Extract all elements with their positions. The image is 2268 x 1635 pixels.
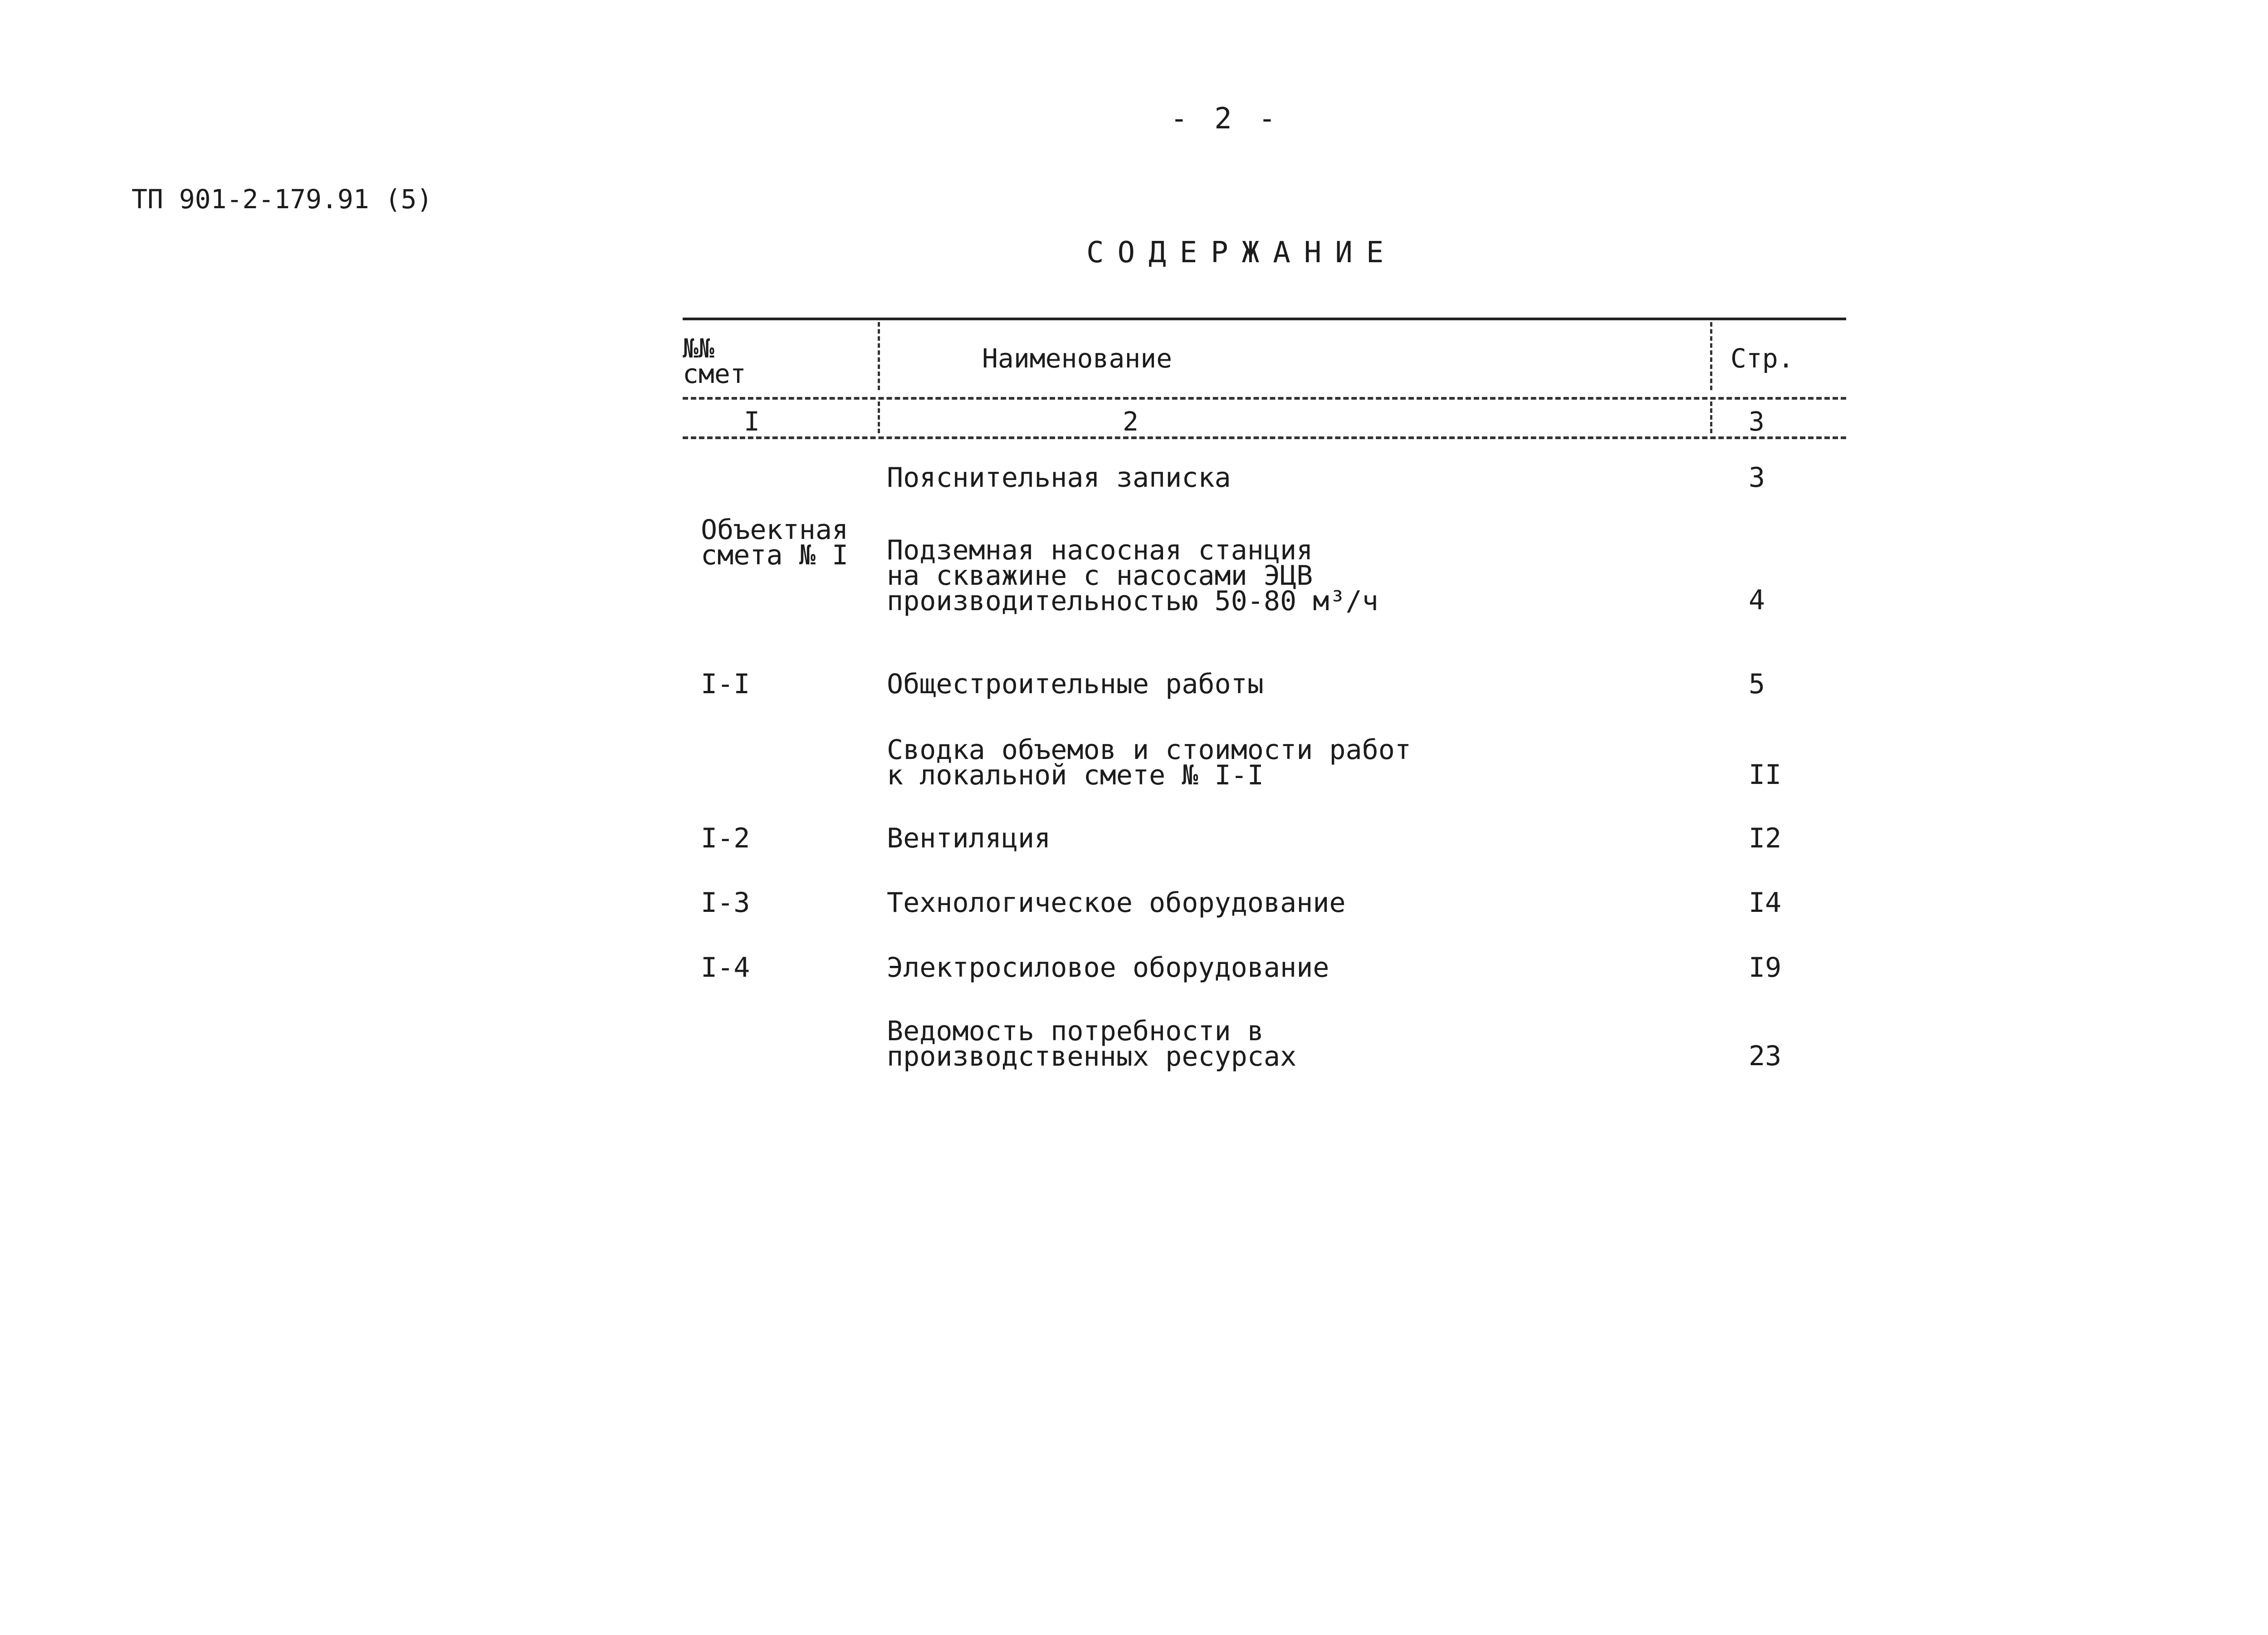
row-page: 5 (1749, 668, 1765, 700)
row-name: Подземная насосная станция на скважине с насосами ЭЦВ производительностью 50-80 м³/ч (887, 534, 1378, 617)
header-separator-2 (1710, 322, 1712, 390)
colnum-separator-2 (1710, 401, 1712, 433)
page-number: - 2 - (1170, 102, 1281, 136)
row-name: Сводка объемов и стоимости работ к локальной смете № I-I (887, 734, 1411, 791)
colnum-bottom-rule (683, 436, 1846, 439)
header-estimate-number: №№ смет (683, 333, 746, 389)
row-page: II (1749, 759, 1782, 791)
column-number-2: 2 (1123, 406, 1139, 437)
document-code: ТП 901-2-179.91 (5) (132, 184, 433, 215)
header-page: Стр. (1730, 343, 1794, 374)
row-page: I4 (1749, 887, 1782, 919)
row-name: Электросиловое оборудование (887, 952, 1330, 984)
row-estimate-number: I-2 (701, 822, 750, 854)
row-estimate-number: I-4 (701, 952, 750, 984)
row-estimate-number: Объектная смета № I (701, 514, 849, 571)
header-name: Наименование (982, 343, 1173, 374)
column-number-3: 3 (1749, 406, 1765, 437)
row-name: Технологическое оборудование (887, 887, 1346, 919)
colnum-separator-1 (878, 401, 880, 433)
row-page: 23 (1749, 1040, 1782, 1072)
row-page: I9 (1749, 952, 1782, 984)
row-page: 3 (1749, 462, 1765, 494)
row-estimate-number: I-I (701, 668, 750, 700)
row-name: Ведомость потребности в производственных ресурсах (887, 1015, 1297, 1072)
row-name: Пояснительная записка (887, 462, 1231, 494)
row-page: 4 (1749, 584, 1765, 616)
column-number-1: I (744, 406, 760, 437)
row-estimate-number: I-3 (701, 887, 750, 919)
page-title: СОДЕРЖАНИЕ (1086, 236, 1398, 269)
row-page: I2 (1749, 822, 1782, 854)
row-name: Вентиляция (887, 822, 1051, 854)
row-name: Общестроительные работы (887, 668, 1264, 700)
header-separator-1 (878, 322, 880, 390)
table-top-rule (683, 318, 1846, 320)
header-bottom-rule (683, 397, 1846, 400)
